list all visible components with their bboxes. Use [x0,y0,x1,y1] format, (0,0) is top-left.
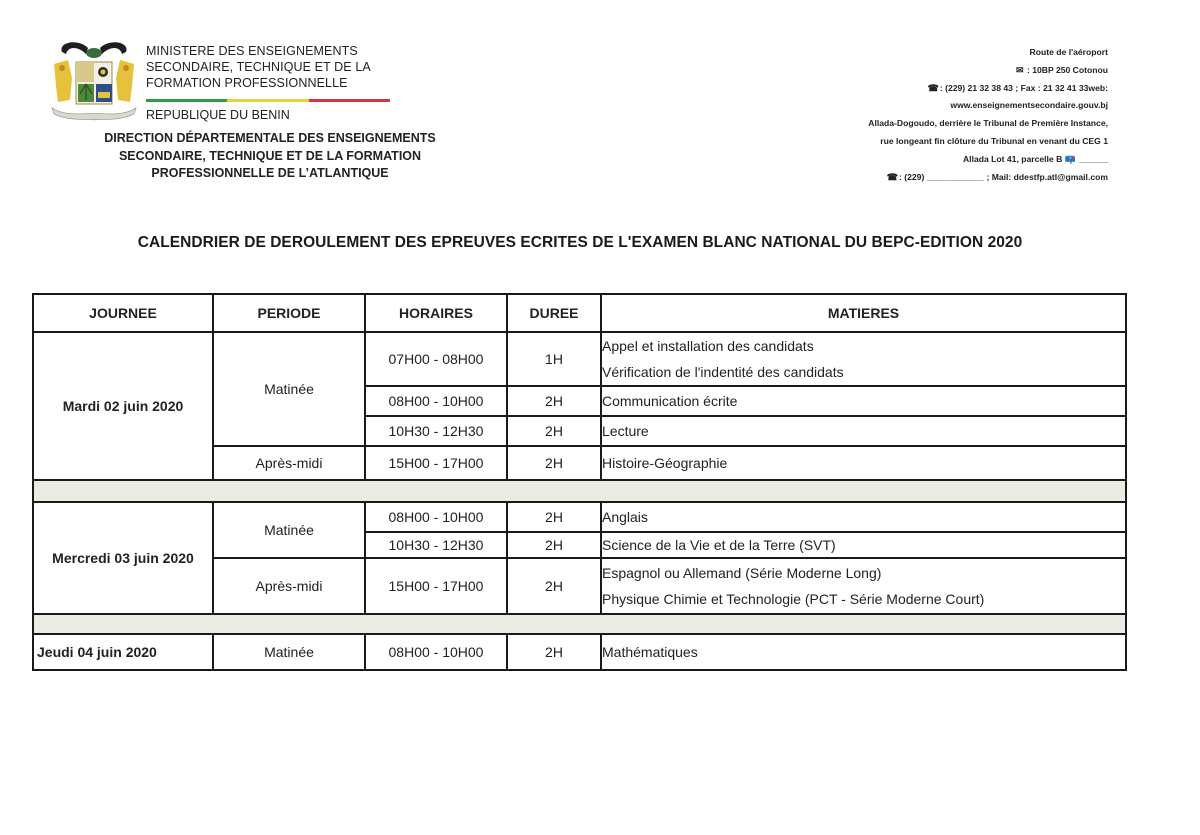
header-matieres: MATIERES [601,294,1126,332]
period-cell: Après-midi [213,446,365,480]
period-cell: Matinée [213,502,365,558]
duration-cell: 2H [507,502,601,532]
subject-cell: Communication écrite [601,386,1126,416]
time-cell: 15H00 - 17H00 [365,446,507,480]
ministry-line: MINISTERE DES ENSEIGNEMENTS [146,44,358,58]
direction-line: SECONDAIRE, TECHNIQUE ET DE LA FORMATION [118,148,422,163]
header-duree: DUREE [507,294,601,332]
contact-bp [868,62,1108,80]
flag-stripe-red [309,99,390,102]
day-cell: Mardi 02 juin 2020 [33,332,213,480]
contact-address-line1: Allada-Dogoudo, derrière le Tribunal de Première Instance, [868,118,1108,129]
direction-line: DIRECTION DÉPARTEMENTALE DES ENSEIGNEMENTS [104,131,436,145]
direction-line: PROFESSIONNELLE DE L’ATLANTIQUE [151,166,389,180]
time-cell: 10H30 - 12H30 [365,532,507,558]
subject-line: Vérification de l'indentité des candidats [602,364,844,380]
period-cell: Matinée [213,634,365,670]
contact-block [868,44,1108,186]
separator-cell [33,480,1126,502]
time-cell: 07H00 - 08H00 [365,332,507,386]
period-cell: Après-midi [213,558,365,614]
time-cell: 08H00 - 10H00 [365,386,507,416]
mailbox-icon: 📪 [1064,153,1076,164]
contact-route: Route de l'aéroport [1029,47,1108,57]
flag-color-bar [146,99,390,102]
ministry-line: SECONDAIRE, TECHNIQUE ET DE LA [146,60,371,74]
contact-lot-blank: ______ [1076,153,1108,164]
direction-name [60,130,480,183]
subject-cell [601,332,1126,386]
header-journee: JOURNEE [33,294,213,332]
subject-cell [601,558,1126,614]
subject-cell: Anglais [601,502,1126,532]
header-periode: PERIODE [213,294,365,332]
table-row [33,502,1126,532]
flag-stripe-green [146,99,227,102]
day-cell: Mercredi 03 juin 2020 [33,502,213,614]
contact-phone2-text: : (229) ____________ ; Mail: ddestfp.atl@gmail.com [899,171,1108,182]
table-row [33,332,1126,386]
subject-cell: Mathématiques [601,634,1126,670]
flag-stripe-yellow [227,99,308,102]
subject-line: Appel et installation des candidats [602,338,814,354]
subject-line: Physique Chimie et Technologie (PCT - Série Moderne Court) [602,591,985,607]
day-cell: Jeudi 04 juin 2020 [33,634,213,670]
contact-bp-text: : 10BP 250 Cotonou [1024,64,1108,75]
duration-cell: 2H [507,446,601,480]
exam-schedule-table [32,293,1127,671]
contact-phone2 [868,169,1108,187]
contact-phone-text: : (229) 21 32 38 43 ; Fax : 21 32 41 33web: [939,82,1108,93]
time-cell: 10H30 - 12H30 [365,416,507,446]
ministry-line: FORMATION PROFESSIONNELLE [146,76,348,90]
contact-lot-text: Allada Lot 41, parcelle B [962,153,1063,164]
subject-cell: Lecture [601,416,1126,446]
table-header-row [33,294,1126,332]
subject-cell: Histoire-Géographie [601,446,1126,480]
header-horaires: HORAIRES [365,294,507,332]
duration-cell: 2H [507,634,601,670]
ministry-name [146,43,371,91]
time-cell: 15H00 - 17H00 [365,558,507,614]
separator-cell [33,614,1126,634]
time-cell: 08H00 - 10H00 [365,502,507,532]
benin-coat-of-arms-icon [48,38,140,126]
duration-cell: 2H [507,416,601,446]
contact-lot [868,151,1108,169]
table-row [33,634,1126,670]
duration-cell: 2H [507,558,601,614]
contact-address-line2: rue longeant fin clôture du Tribunal en venant du CEG 1 [880,135,1108,146]
republic-name: REPUBLIQUE DU BENIN [146,108,290,122]
separator-row [33,480,1126,502]
mail-icon: ✉ [1016,64,1024,75]
time-cell: 08H00 - 10H00 [365,634,507,670]
document-title: CALENDRIER DE DEROULEMENT DES EPREUVES ECRITES DE L'EXAMEN BLANC NATIONAL DU BEPC-EDITION 2020 [137,234,1023,251]
duration-cell: 2H [507,532,601,558]
subject-line: Espagnol ou Allemand (Série Moderne Long) [602,565,882,581]
duration-cell: 1H [507,332,601,386]
contact-phone [868,80,1108,98]
subject-cell: Science de la Vie et de la Terre (SVT) [601,532,1126,558]
contact-website[interactable]: www.enseignementsecondaire.gouv.bj [950,100,1108,111]
phone-icon: ☎ [886,171,899,182]
duration-cell: 2H [507,386,601,416]
period-cell: Matinée [213,332,365,446]
phone-icon: ☎ [927,82,939,93]
separator-row [33,614,1126,634]
